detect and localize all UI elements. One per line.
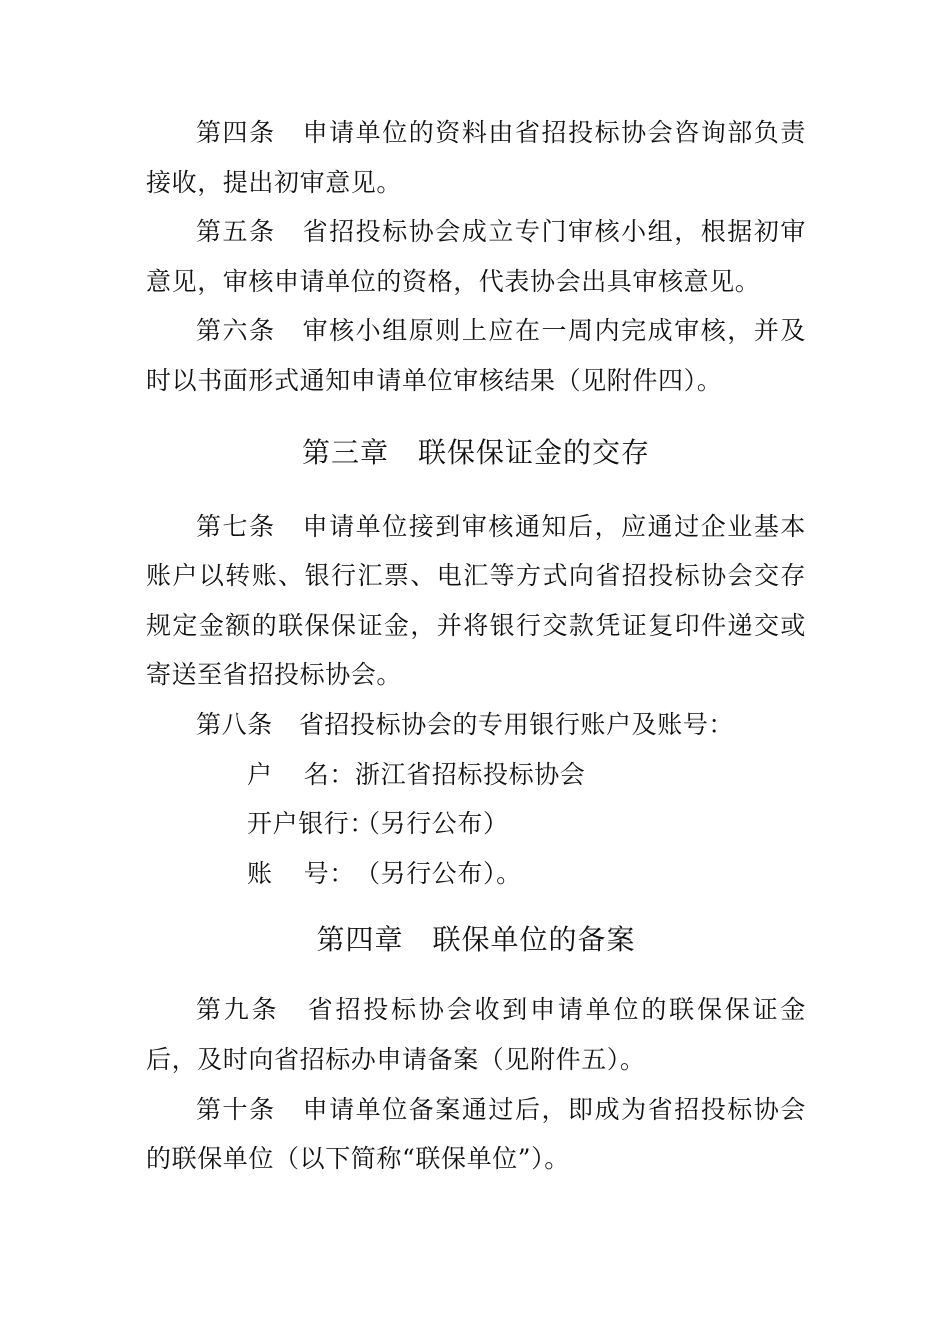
article-text: 省招投标协会成立专门审核小组，根据初审意见，审核申请单位的资格，代表协会出具审核意见。 — [146, 217, 806, 296]
article-text: 审核小组原则上应在一周内完成审核，并及时以书面形式通知申请单位审核结果（见附件四）。 — [146, 316, 806, 395]
article-number: 第十条 — [196, 1094, 276, 1124]
article-number: 第九条 — [196, 995, 280, 1025]
article-10 — [146, 1085, 806, 1184]
account-number-value: （另行公布）。 — [355, 858, 522, 888]
article-8 — [146, 700, 806, 750]
article-number: 第八条 — [196, 709, 273, 739]
article-9 — [146, 985, 806, 1084]
chapter-3-heading: 第三章 联保保证金的交存 — [301, 435, 650, 469]
chapter-4-heading: 第四章 联保单位的备案 — [316, 923, 636, 957]
article-6 — [146, 306, 806, 405]
account-bank-label: 开户银行： — [247, 809, 376, 839]
article-number: 第六条 — [196, 316, 276, 346]
article-text: 申请单位备案通过后，即成为省招投标协会的联保单位（以下简称“联保单位”）。 — [146, 1094, 806, 1174]
account-bank-row — [146, 799, 806, 849]
article-text: 申请单位的资料由省招投标协会咨询部负责接收，提出初审意见。 — [146, 118, 806, 197]
account-name-label: 户 名： — [247, 759, 355, 789]
account-name-value: 浙江省招标投标协会 — [355, 759, 586, 789]
account-name-row — [146, 750, 806, 800]
article-number: 第四条 — [196, 118, 276, 147]
article-text: 省招投标协会收到申请单位的联保保证金后，及时向省招标办申请备案（见附件五）。 — [146, 995, 806, 1074]
account-number-row — [146, 849, 806, 899]
article-text: 省招投标协会的专用银行账户及账号： — [298, 709, 735, 739]
account-bank-value: （另行公布） — [355, 809, 509, 839]
article-5 — [146, 207, 806, 306]
article-4 — [146, 108, 806, 207]
article-number: 第七条 — [196, 511, 276, 541]
article-number: 第五条 — [196, 217, 276, 247]
article-7 — [146, 502, 806, 700]
document-page — [146, 108, 806, 1184]
account-number-label: 账 号： — [247, 858, 355, 888]
article-text: 申请单位接到审核通知后，应通过企业基本账户以转账、银行汇票、电汇等方式向省招投标协会交存规定金额的联保保证金，并将银行交款凭证复印件递交或寄送至省招投标协会。 — [146, 511, 806, 690]
